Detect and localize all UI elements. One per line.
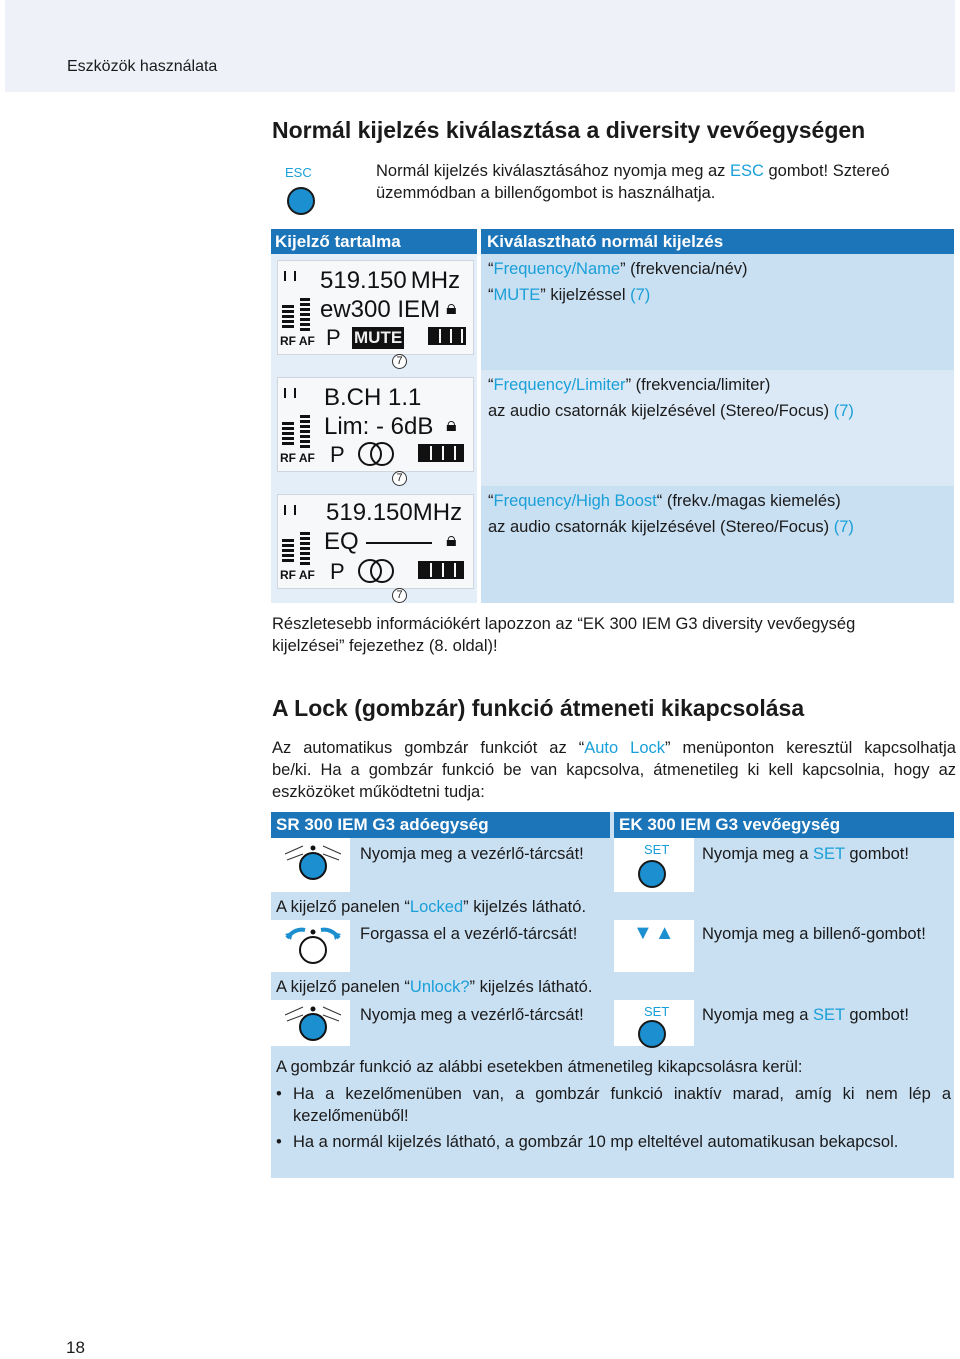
callout-7: 7 [392, 588, 407, 603]
esc-label: ESC [285, 165, 312, 180]
press-jog-dial-icon [283, 1003, 343, 1043]
section-2-title: A Lock (gombzár) funkció átmeneti kikapcsolása [272, 695, 805, 721]
r1-left-text: Nyomja meg a vezérlő-tárcsát! [360, 845, 584, 863]
lock-intro-text: Az automatikus gombzár funkciót az “Auto Lock” menüponton keresztül kapcsolhatja be/ki. Ha a gombzár funkció be van kapcsolva, átmenetileg ki kell kapcsolnia, hogy az eszközöket működtetni tudja: [272, 739, 956, 801]
locked-text: A kijelző panelen “Locked” kijelzés látható. [276, 898, 587, 916]
mute-indicator: MUTE [354, 328, 403, 347]
rf-meter-icon [282, 505, 294, 565]
section-1-title: Normál kijelzés kiválasztása a diversity vevőegységen [272, 117, 866, 143]
receiver-header: EK 300 IEM G3 vevőegység [614, 812, 954, 838]
lock-icon: 🔒︎ [446, 529, 457, 551]
r3-right-text: Nyomja meg a SET gombot! [702, 1006, 909, 1024]
set-button-icon [638, 1020, 666, 1048]
af-meter-icon [300, 283, 310, 331]
eq-line [366, 542, 432, 544]
set-label: SET [644, 842, 670, 857]
bullet-icon: • [276, 1133, 282, 1151]
press-jog-dial-icon [283, 842, 343, 882]
bullet-2: Ha a normál kijelzés látható, a gombzár 10 mp elteltével automatikusan bekapcsol. [293, 1133, 899, 1151]
battery-icon [418, 561, 464, 579]
esc-button-icon [287, 187, 315, 215]
section-title: Eszközök használata [67, 58, 218, 75]
col-header-selectable: Kiválasztható normál kijelzés [481, 229, 954, 254]
rocker-arrows-icon: ▼▲ [633, 922, 677, 944]
lcd-display-3: 519.150MHz EQ 🔒︎ RF AF P [277, 494, 474, 589]
set-button-icon [638, 860, 666, 888]
callout-7: 7 [392, 354, 407, 369]
battery-icon [428, 327, 466, 345]
battery-icon [418, 444, 464, 462]
bullet-icon: • [276, 1085, 282, 1103]
bullet-1: Ha a kezelőmenüben van, a gombzár funkció inaktív marad, amíg ki nem lép a kezelőmenüből! [293, 1085, 951, 1125]
row-2-text: “Frequency/Limiter” (frekvencia/limiter) az audio csatornák kijelzésével (Stereo/Focus) (7) [488, 376, 854, 420]
r2-left-text: Forgassa el a vezérlő-tárcsát! [360, 925, 578, 943]
lock-icon: 🔒︎ [446, 414, 457, 436]
more-info-text: Részletesebb információkért lapozzon az “EK 300 IEM G3 diversity vevőegység kijelzései” fejezethez (8. oldal)! [272, 615, 856, 655]
stereo-focus-icon [358, 559, 392, 581]
r3-left-text: Nyomja meg a vezérlő-tárcsát! [360, 1006, 584, 1024]
row-3-text: “Frequency/High Boost“ (frekv./magas kiemelés) az audio csatornák kijelzésével (Stereo/Focus) (7) [488, 492, 854, 536]
stereo-focus-icon [358, 442, 392, 464]
transmitter-header: SR 300 IEM G3 adóegység [271, 812, 610, 838]
r1-right-text: Nyomja meg a SET gombot! [702, 845, 909, 863]
r2-right-text: Nyomja meg a billenő-gombot! [702, 925, 926, 943]
set-label: SET [644, 1004, 670, 1019]
page-number: 18 [66, 1338, 85, 1357]
lock-icon: 🔒︎ [446, 297, 457, 319]
lcd-display-1: 519.150 MHz ew300 IEM 🔒︎ RF AF P MUTE [277, 260, 474, 355]
col-header-display: Kijelző tartalma [271, 229, 477, 254]
rf-meter-icon [282, 271, 294, 331]
rf-meter-icon [282, 388, 294, 448]
lcd-display-2: B.CH 1.1 Lim: - 6dB 🔒︎ RF AF P [277, 377, 474, 472]
note-text: A gombzár funkció az alábbi esetekben átmenetileg kikapcsolásra kerül: [276, 1058, 803, 1076]
af-meter-icon [300, 400, 310, 448]
af-meter-icon [300, 517, 310, 565]
running-header [5, 0, 955, 92]
unlock-text: A kijelző panelen “Unlock?” kijelzés látható. [276, 978, 593, 996]
intro-text: Normál kijelzés kiválasztásához nyomja meg az ESC gombot! Sztereó üzemmódban a billenőgombot is használhatja. [376, 162, 890, 202]
row-1-text: “Frequency/Name” (frekvencia/név) “MUTE” kijelzéssel (7) [488, 260, 748, 304]
callout-7: 7 [392, 471, 407, 486]
rotate-jog-dial-icon [283, 922, 343, 966]
